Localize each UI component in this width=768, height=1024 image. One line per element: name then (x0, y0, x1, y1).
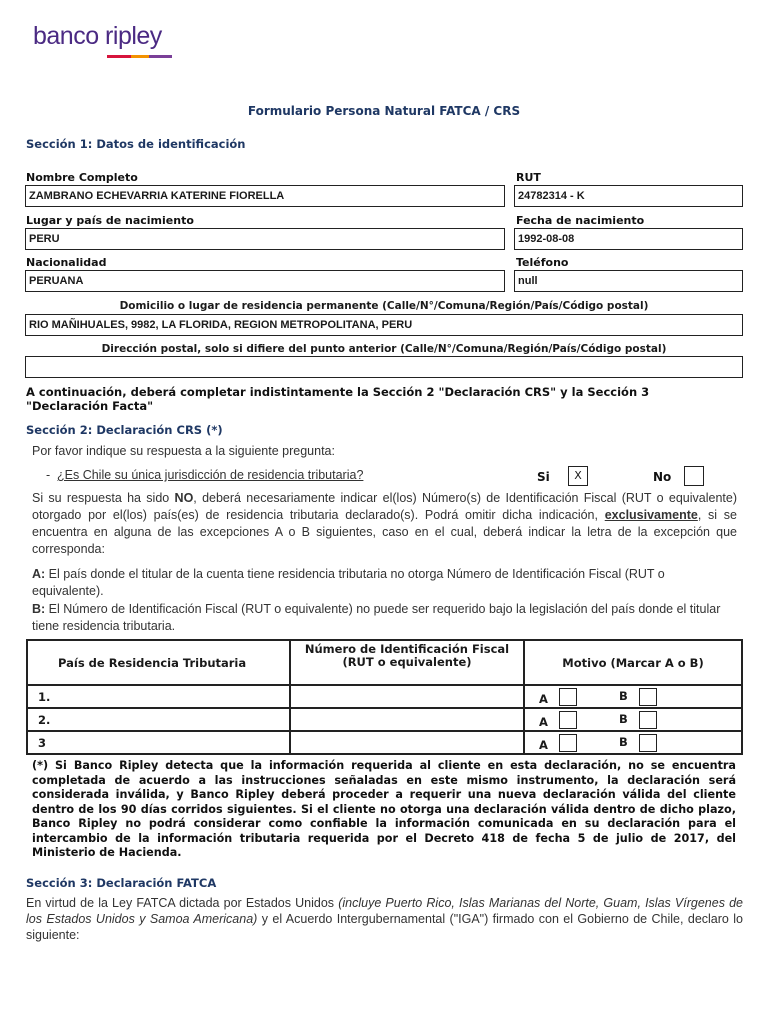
para1-no: NO (174, 491, 194, 505)
question-dash: - (46, 468, 51, 482)
exception-b-text: El Número de Identificación Fiscal (RUT o equivalente) no puede ser requerido bajo la legislación del país donde el titular tiene residencia tributaria. (32, 602, 721, 633)
domicilio-label: Domicilio o lugar de residencia permanente (Calle/N°/Comuna/Región/País/Código postal) (119, 300, 649, 312)
rut-field[interactable]: 24782314 - K (514, 185, 743, 207)
row-2-b-label: B (619, 712, 628, 726)
intro-text: A continuación, deberá completar indistintamente la Sección 2 "Declaración CRS" y la Sección 3 "Declaración Facta" (26, 385, 650, 413)
row-2-a-label: A (539, 715, 548, 729)
section3-title: Sección 3: Declaración FATCA (26, 876, 217, 890)
lugar-label: Lugar y país de nacimiento (26, 214, 194, 227)
row-3-a-label: A (539, 738, 548, 752)
section2-prompt: Por favor indique su respuesta a la siguiente pregunta: (32, 444, 335, 458)
table-row (27, 685, 742, 708)
exception-b-key: B: (32, 602, 46, 616)
exception-b (32, 601, 737, 635)
table-header-row (27, 640, 742, 685)
col-pais-header: País de Residencia Tributaria (27, 640, 290, 685)
row-1-b-checkbox[interactable] (639, 688, 657, 706)
no-label: No (653, 470, 672, 484)
domicilio-field[interactable]: RIO MAÑIHUALES, 9982, LA FLORIDA, REGION METROPOLITANA, PERU (25, 314, 743, 336)
row-1-motivo (524, 685, 742, 708)
si-checkbox[interactable]: X (568, 466, 588, 486)
row-3-motivo (524, 731, 742, 754)
fecha-label: Fecha de nacimiento (516, 214, 645, 227)
section3-text-c: y el Acuerdo Intergubernamental ("IGA") firmado con el Gobierno de Chile, declaro lo siguiente: (26, 912, 743, 942)
si-label: Si (537, 470, 550, 484)
section3-paragraph (26, 895, 743, 943)
nombre-field[interactable]: ZAMBRANO ECHEVARRIA KATERINE FIORELLA (25, 185, 505, 207)
tin-table (26, 639, 743, 755)
exception-a-key: A: (32, 567, 46, 581)
row-2-number: 2. (27, 708, 290, 731)
row-1-a-checkbox[interactable] (559, 688, 577, 706)
para1-e: , si se encuentra en alguna de las excepciones A o B siguientes, caso en el cual, deberá indicar la letra de la excepción que corresponda: (32, 508, 737, 556)
exception-a-text: El país donde el titular de la cuenta tiene residencia tributaria no otorga Número de Identificación Fiscal (RUT o equivalente). (32, 567, 665, 598)
section3-text-territories: (incluye Puerto Rico, Islas Marianas del Norte, Guam, Islas Vírgenes de los Estados Unidos y Samoa Americana) (26, 896, 743, 926)
telefono-label: Teléfono (516, 256, 569, 269)
row-2-a-checkbox[interactable] (559, 711, 577, 729)
question-text: ¿Es Chile su única jurisdicción de residencia tributaria? (57, 468, 364, 482)
section2-paragraph (32, 490, 737, 558)
table-row (27, 708, 742, 731)
row-1-b-label: B (619, 689, 628, 703)
telefono-field[interactable]: null (514, 270, 743, 292)
row-2-tin[interactable] (290, 708, 524, 731)
col-tin-header-line2: (RUT o equivalente) (342, 655, 472, 669)
postal-field[interactable] (25, 356, 743, 378)
row-1-number: 1. (27, 685, 290, 708)
brand-logo-bar (107, 55, 172, 58)
nacionalidad-label: Nacionalidad (26, 256, 107, 269)
no-checkbox[interactable] (684, 466, 704, 486)
row-3-number: 3 (27, 731, 290, 754)
row-3-tin[interactable] (290, 731, 524, 754)
para1-exclusivamente: exclusivamente (604, 508, 698, 522)
nacionalidad-field[interactable]: PERUANA (25, 270, 505, 292)
col-motivo-header: Motivo (Marcar A o B) (524, 640, 742, 685)
exception-a (32, 566, 737, 600)
row-3-a-checkbox[interactable] (559, 734, 577, 752)
section3-text-a: En virtud de la Ley FATCA dictada por Estados Unidos (26, 896, 339, 910)
section2-title: Sección 2: Declaración CRS (*) (26, 423, 223, 437)
form-title: Formulario Persona Natural FATCA / CRS (247, 104, 521, 118)
row-1-a-label: A (539, 692, 548, 706)
section1-title: Sección 1: Datos de identificación (26, 137, 246, 151)
section2-footnote: (*) Si Banco Ripley detecta que la información requerida al cliente en esta declaración, no se encuentra completada de acuerdo a las instrucciones señaladas en este mismo instrumento, la declaración será considerada inválida, y Banco Ripley deberá proceder a requerir una nueva declaración válida del cliente dentro de los 90 días corridos siguientes. Si el cliente no otorga una declaración válida dentro de dicho plazo, Banco Ripley no podrá considerar como confiable la información comunicada en su declaración para el intercambio de la información tributaria requerida por el Decreto 418 de fecha 5 de julio de 2017, del Ministerio de Hacienda. (32, 759, 736, 859)
fecha-field[interactable]: 1992-08-08 (514, 228, 743, 250)
para1-a: Si su respuesta ha sido (32, 491, 175, 505)
row-3-b-label: B (619, 735, 628, 749)
row-2-b-checkbox[interactable] (639, 711, 657, 729)
table-row (27, 731, 742, 754)
row-1-tin[interactable] (290, 685, 524, 708)
col-tin-header-line1: Número de Identificación Fiscal (304, 642, 510, 656)
row-2-motivo (524, 708, 742, 731)
para1-c: , deberá necesariamente indicar el(los) Número(s) de Identificación Fiscal (RUT o equivalente) otorgado por el(los) país(es) de residencia tributaria declarado(s). Podrá omitir dicha indicación, (32, 491, 737, 522)
col-tin-header (290, 640, 524, 685)
lugar-field[interactable]: PERU (25, 228, 505, 250)
postal-label: Dirección postal, solo si difiere del punto anterior (Calle/N°/Comuna/Región/País/Código postal) (101, 343, 667, 355)
row-3-b-checkbox[interactable] (639, 734, 657, 752)
rut-label: RUT (516, 171, 541, 184)
nombre-label: Nombre Completo (26, 171, 138, 184)
brand-logo: banco ripley (33, 22, 162, 50)
